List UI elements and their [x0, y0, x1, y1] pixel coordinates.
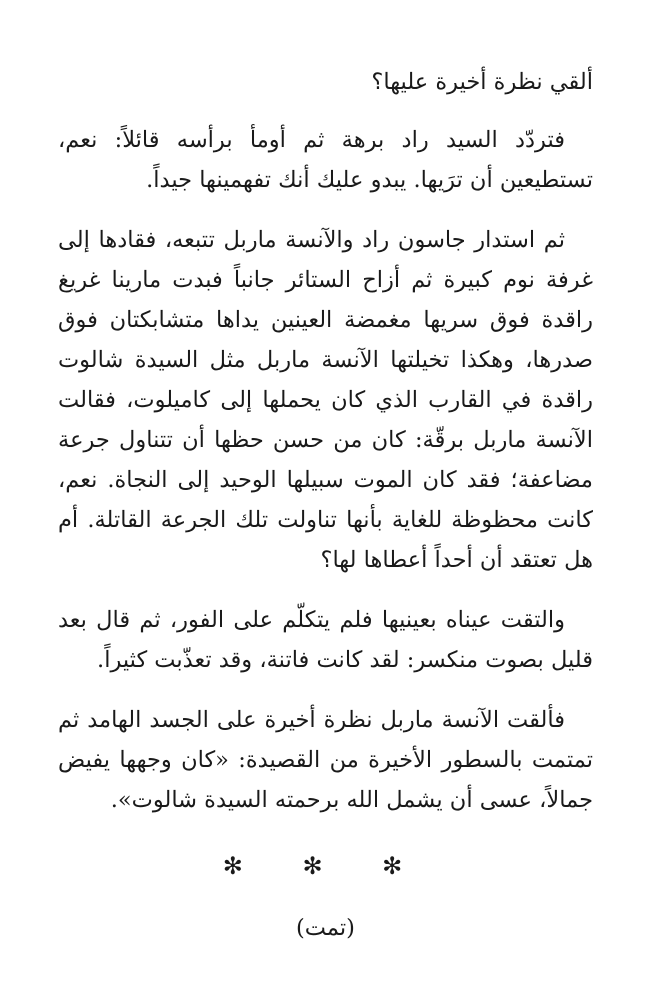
- paragraph-gap: [58, 580, 593, 600]
- paragraph-4: والتقت عيناه بعينيها فلم يتكلّم على الفور، ثم قال بعد قليل بصوت منكسر: لقد كانت فاتنة، وقد تعذّبت كثيراً.: [58, 607, 593, 673]
- paragraph-5: فألقت الآنسة ماربل نظرة أخيرة على الجسد الهامد ثم تمتمت بالسطور الأخيرة من القصيدة: «كان وجهها يفيض جمالاً، عسى أن يشمل الله برحمته السيدة شالوت».: [58, 707, 593, 813]
- paragraph-1: ألقي نظرة أخيرة عليها؟: [371, 69, 593, 95]
- section-separator: ✻ ✻ ✻: [222, 852, 429, 880]
- paragraph-gap: [58, 680, 593, 700]
- paragraph-gap: [58, 102, 593, 120]
- paragraph-3: ثم استدار جاسون راد والآنسة ماربل تتبعه، فقادها إلى غرفة نوم كبيرة ثم أزاح الستائر جانباً فبدت مارينا غريغ راقدة فوق سريها مغمضة العينين يداها متشابكتان فوق صدرها، وهكذا تخيلتها الآنسة ماربل مثل السيدة شالوت راقدة في القارب الذي كان يحملها إلى كاميلوت، فقالت الآنسة ماربل برقّة: كان من حسن حظها أن تتناول جرعة مضاعفة؛ فقد كان الموت سبيلها الوحيد إلى النجاة. نعم، كانت محظوظة للغاية بأنها تناولت تلك الجرعة القاتلة. أم هل تعتقد أن أحداً أعطاها لها؟: [58, 227, 593, 573]
- paragraph-2: فتردّد السيد راد برهة ثم أومأ برأسه قائلاً: نعم، تستطيعين أن ترَيها. يبدو عليك أنك تفهمينها جيداً.: [58, 127, 593, 193]
- end-mark: (تمت): [296, 915, 355, 941]
- paragraph-gap: [58, 200, 593, 220]
